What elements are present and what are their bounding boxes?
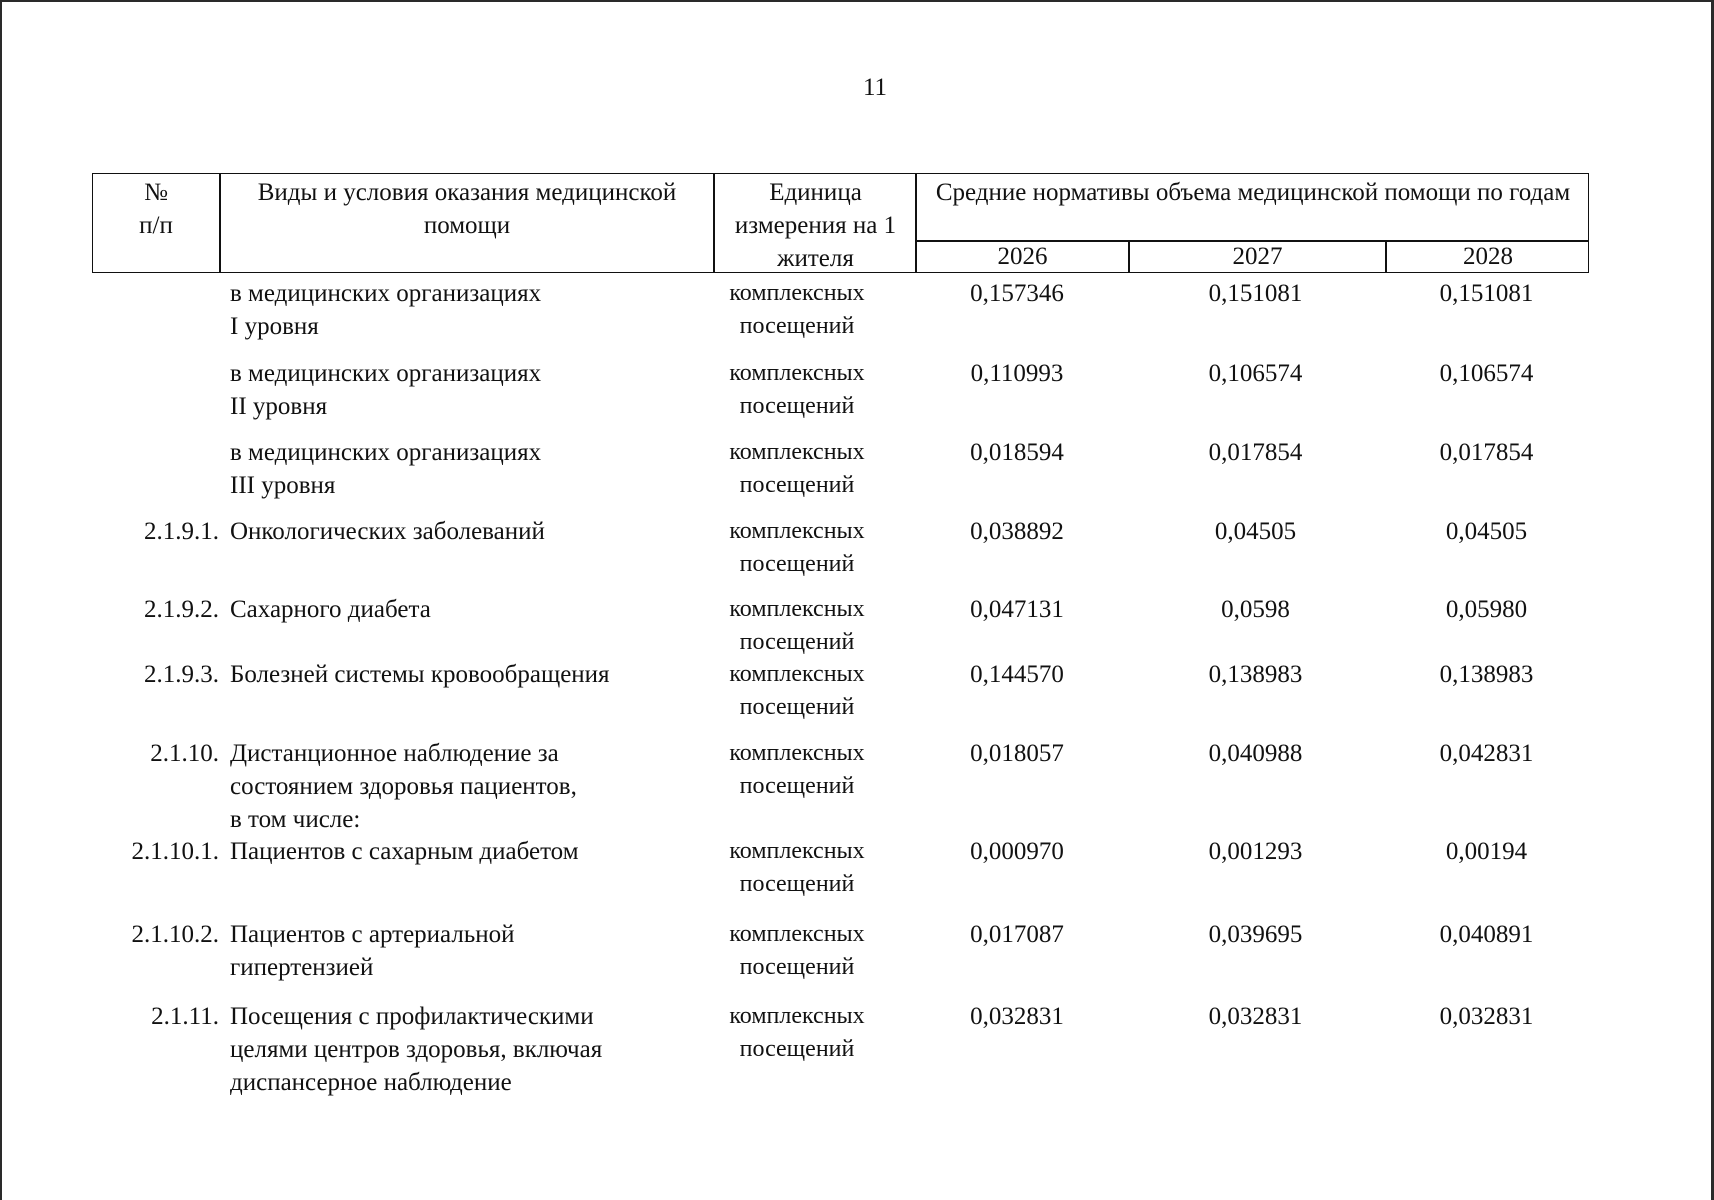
row-value-2027: 0,0598 [1221, 596, 1290, 623]
row-unit: комплексных посещений [729, 518, 865, 577]
row-number: 2.1.10.1. [131, 838, 219, 865]
row-unit: комплексных посещений [729, 838, 865, 897]
row-unit: комплексных посещений [729, 1003, 865, 1062]
row-unit: комплексных посещений [729, 280, 865, 339]
row-value-2028: 0,05980 [1445, 596, 1528, 623]
header-type: Виды и условия оказания медицинской помощи [257, 179, 677, 239]
row-unit: комплексных посещений [729, 596, 865, 655]
row-value-2028: 0,042831 [1439, 740, 1534, 767]
row-name: Онкологических заболеваний [230, 518, 545, 545]
header-num: № п/п [139, 179, 173, 239]
row-value-2026: 0,032831 [970, 1003, 1064, 1030]
header-year-2026: 2026 [997, 243, 1048, 270]
row-unit: комплексных посещений [729, 921, 865, 980]
row-value-2028: 0,04505 [1445, 518, 1528, 545]
row-value-2027: 0,106574 [1208, 360, 1303, 387]
row-value-2028: 0,040891 [1439, 921, 1534, 948]
row-number: 2.1.10. [150, 740, 219, 767]
row-number: 2.1.11. [151, 1003, 219, 1030]
row-value-2026: 0,110993 [970, 360, 1064, 387]
row-value-2026: 0,000970 [970, 838, 1064, 865]
row-name: в медицинских организациях I уровня [230, 280, 542, 340]
row-unit: комплексных посещений [729, 360, 865, 419]
row-unit: комплексных посещений [729, 740, 865, 799]
row-value-2027: 0,138983 [1208, 661, 1303, 688]
row-number: 2.1.9.3. [144, 661, 219, 688]
table-header [92, 173, 1589, 273]
row-value-2027: 0,04505 [1214, 518, 1297, 545]
row-value-2027: 0,039695 [1208, 921, 1303, 948]
row-value-2027: 0,032831 [1208, 1003, 1303, 1030]
row-name: Пациентов с артериальной гипертензией [230, 921, 515, 981]
row-value-2028: 0,106574 [1439, 360, 1534, 387]
row-value-2028: 0,032831 [1439, 1003, 1534, 1030]
row-value-2026: 0,157346 [970, 280, 1064, 307]
row-name: в медицинских организациях III уровня [230, 439, 542, 499]
header-unit: Единица измерения на 1 жителя [734, 179, 897, 272]
row-value-2026: 0,038892 [970, 518, 1064, 545]
row-name: Посещения с профилактическими целями центров здоровья, включая диспансерное наблюдение [230, 1003, 603, 1096]
row-value-2026: 0,018594 [970, 439, 1064, 466]
row-value-2027: 0,017854 [1208, 439, 1303, 466]
row-value-2028: 0,138983 [1439, 661, 1534, 688]
header-norms: Средние нормативы объема медицинской помощи по годам [935, 179, 1571, 206]
row-name: Сахарного диабета [230, 596, 431, 623]
row-value-2027: 0,040988 [1208, 740, 1303, 767]
row-value-2028: 0,00194 [1445, 838, 1528, 865]
row-name: Болезней системы кровообращения [230, 661, 610, 688]
row-name: в медицинских организациях II уровня [230, 360, 542, 420]
page-number: 11 [862, 74, 888, 101]
row-number: 2.1.9.2. [144, 596, 219, 623]
scan-edge-left [0, 0, 2, 1200]
row-value-2028: 0,151081 [1439, 280, 1534, 307]
header-year-2028: 2028 [1463, 243, 1513, 270]
row-value-2028: 0,017854 [1439, 439, 1534, 466]
scan-edge-top [0, 0, 1714, 2]
row-value-2026: 0,047131 [970, 596, 1064, 623]
row-unit: комплексных посещений [729, 439, 865, 498]
row-number: 2.1.9.1. [144, 518, 219, 545]
row-value-2026: 0,144570 [970, 661, 1064, 688]
row-value-2026: 0,017087 [970, 921, 1064, 948]
row-unit: комплексных посещений [729, 661, 865, 720]
row-name: Пациентов с сахарным диабетом [230, 838, 579, 865]
row-number: 2.1.10.2. [131, 921, 219, 948]
header-year-2027: 2027 [1232, 243, 1283, 270]
row-value-2027: 0,001293 [1208, 838, 1303, 865]
row-value-2027: 0,151081 [1208, 280, 1303, 307]
header-divider [713, 174, 715, 272]
row-name: Дистанционное наблюдение за состоянием здоровья пациентов, в том числе: [230, 740, 577, 833]
row-value-2026: 0,018057 [970, 740, 1064, 767]
